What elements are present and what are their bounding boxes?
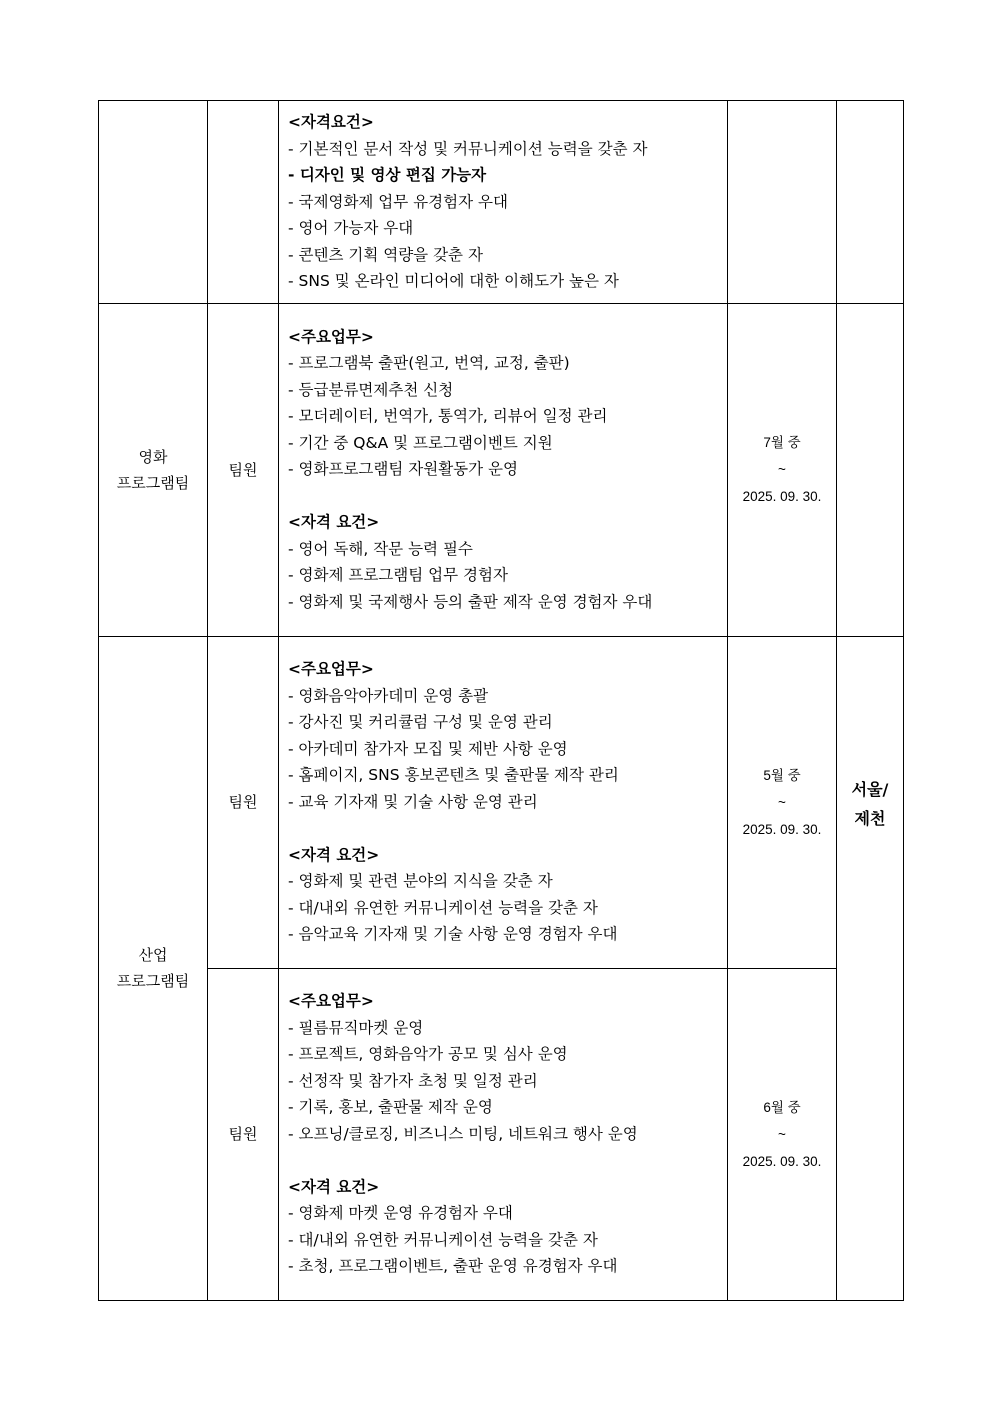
department-cell	[99, 636, 208, 1300]
list-item: - 디자인 및 영상 편집 가능자	[288, 166, 487, 184]
description-cell	[279, 968, 728, 1300]
list-item: - 기간 중 Q&A 및 프로그램이벤트 지원	[288, 433, 553, 452]
list-item: - 영화제 마켓 운영 유경험자 우대	[288, 1204, 513, 1223]
list-item: - 초청, 프로그램이벤트, 출판 운영 유경험자 우대	[288, 1257, 618, 1276]
period-cell	[728, 303, 837, 636]
period-end: 2025. 09. 30.	[742, 489, 822, 504]
list-item: - 홈페이지, SNS 홍보콘텐츠 및 출판물 제작 관리	[288, 766, 619, 785]
list-item: - 프로그램북 출판(원고, 번역, 교정, 출판)	[288, 354, 570, 373]
list-item: - 교육 기자재 및 기술 사항 운영 관리	[288, 792, 538, 811]
role-cell: 팀원	[208, 636, 279, 968]
list-item: - 영어 독해, 작문 능력 필수	[288, 539, 473, 558]
role-cell	[208, 101, 279, 304]
department-name: 프로그램팀	[116, 473, 190, 492]
period-end: 2025. 09. 30.	[742, 1153, 822, 1169]
period-end: 2025. 09. 30.	[742, 821, 822, 837]
location-cell	[837, 303, 904, 636]
department-name: 산업	[138, 946, 168, 964]
section-header: <주요업무>	[288, 327, 374, 346]
list-item: - 선정작 및 참가자 초청 및 일정 관리	[288, 1071, 538, 1090]
description-cell	[279, 636, 728, 968]
list-item: - 대/내외 유연한 커뮤니케이션 능력을 갖춘 자	[288, 1230, 598, 1249]
section-header: <주요업무>	[288, 992, 374, 1011]
list-item: - 영화제 및 관련 분야의 지식을 갖춘 자	[288, 872, 553, 891]
recruitment-table	[98, 100, 904, 1301]
department-name: 영화	[138, 447, 168, 466]
location-cell	[837, 636, 904, 1300]
department-cell	[99, 101, 208, 304]
list-item: - 오프닝/클로징, 비즈니스 미팅, 네트워크 행사 운영	[288, 1124, 638, 1143]
table-row	[99, 968, 904, 1300]
description-cell	[279, 303, 728, 636]
list-item: - 모더레이터, 번역가, 통역가, 리뷰어 일정 관리	[288, 407, 608, 426]
period-start: 5월 중	[763, 767, 801, 783]
list-item: - 영화제 및 국제행사 등의 출판 제작 운영 경험자 우대	[288, 592, 653, 611]
period-cell	[728, 968, 837, 1300]
list-item: - 영화프로그램팀 자원활동가 운영	[288, 460, 518, 479]
location-name: 서울/	[851, 779, 889, 799]
period-separator: ~	[778, 462, 786, 477]
location-name: 제천	[854, 808, 886, 828]
list-item: - 콘텐츠 기획 역량을 갖춘 자	[288, 245, 483, 264]
list-item: - 영화제 프로그램팀 업무 경험자	[288, 566, 508, 585]
table-row	[99, 101, 904, 304]
section-header: <자격 요건>	[288, 1177, 380, 1196]
list-item: - 영화음악아카데미 운영 총괄	[288, 686, 489, 705]
section-header: <자격 요건>	[288, 513, 380, 532]
list-item: - 기록, 홍보, 출판물 제작 운영	[288, 1098, 493, 1117]
list-item: - 강사진 및 커리큘럼 구성 및 운영 관리	[288, 713, 553, 732]
list-item: - SNS 및 온라인 미디어에 대한 이해도가 높은 자	[288, 272, 619, 290]
period-separator: ~	[778, 1126, 786, 1142]
list-item: - 아카데미 참가자 모집 및 제반 사항 운영	[288, 739, 568, 758]
section-header: <주요업무>	[288, 660, 374, 679]
location-cell	[837, 101, 904, 304]
table-row	[99, 636, 904, 968]
department-name: 프로그램팀	[116, 972, 190, 990]
list-item: - 등급분류면제추천 신청	[288, 380, 454, 399]
list-item: - 영어 가능자 우대	[288, 219, 414, 237]
table-row	[99, 303, 904, 636]
period-cell	[728, 636, 837, 968]
list-item: - 필름뮤직마켓 운영	[288, 1018, 424, 1037]
period-start: 7월 중	[763, 435, 801, 450]
description-cell	[279, 101, 728, 304]
period-separator: ~	[778, 794, 786, 810]
list-item: - 대/내외 유연한 커뮤니케이션 능력을 갖춘 자	[288, 898, 598, 917]
list-item: - 기본적인 문서 작성 및 커뮤니케이션 능력을 갖춘 자	[288, 139, 648, 158]
list-item: - 프로젝트, 영화음악가 공모 및 심사 운영	[288, 1045, 568, 1064]
list-item: - 국제영화제 업무 유경험자 우대	[288, 192, 508, 211]
department-cell	[99, 303, 208, 636]
section-header: <자격요건>	[288, 113, 374, 131]
role-cell: 팀원	[208, 303, 279, 636]
period-start: 6월 중	[763, 1099, 801, 1115]
section-header: <자격 요건>	[288, 845, 380, 864]
role-cell: 팀원	[208, 968, 279, 1300]
period-cell	[728, 101, 837, 304]
list-item: - 음악교육 기자재 및 기술 사항 운영 경험자 우대	[288, 925, 618, 944]
